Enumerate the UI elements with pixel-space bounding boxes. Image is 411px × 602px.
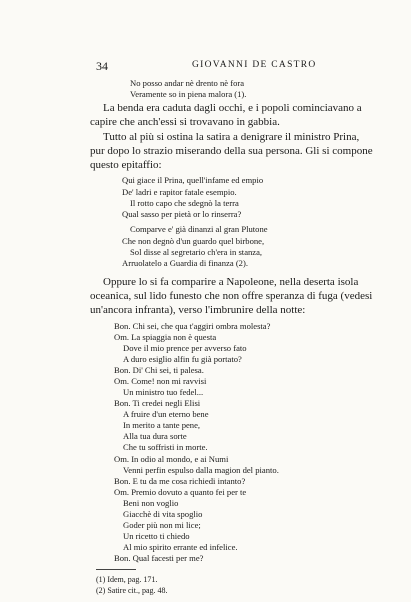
dialogue-line: Che tu soffristi in morte.: [123, 442, 208, 452]
dialogue-line: Om. In odio al mondo, e ai Numi: [114, 454, 229, 464]
text-line: La benda era caduta dagli occhi, e i popoli cominciavano a: [103, 102, 362, 114]
dialogue-line: Bon. E tu da me cosa richiedi intanto?: [114, 476, 246, 486]
dialogue-line: Om. Premio dovuto a quanto fei per te: [114, 487, 247, 497]
dialogue-line: Un ministro tuo fedel...: [123, 387, 204, 397]
footnote-divider: [96, 569, 136, 570]
dialogue-line: Om. La spiaggia non è questa: [114, 332, 217, 342]
dialogue-line: Giacchè di vita spoglio: [123, 509, 203, 519]
running-title: GIOVANNI DE CASTRO: [192, 60, 317, 70]
dialogue-line: Bon. Qual facesti per me?: [114, 553, 204, 563]
verse-line: Comparve e' già dinanzi al gran Plutone: [130, 224, 268, 234]
verse-line: Arruolatelo a Guardia di finanza (2).: [122, 258, 248, 268]
dialogue-line: Dove il mio prence per avverso fato: [123, 343, 247, 353]
verse-line: Qui giace il Prina, quell'infame ed empio: [122, 175, 264, 185]
verse-line: De' ladri e rapitor fatale esempio.: [122, 187, 237, 197]
dialogue-line: Bon. Di' Chi sei, ti palesa.: [114, 365, 204, 375]
text-line: Oppure lo si fa comparire a Napoleone, nella deserta isola: [103, 276, 359, 288]
text-line: oceanica, sul lido funesto che non offre speranza di fuga (vedesi: [90, 290, 373, 302]
text-line: pur dopo lo strazio miserando della sua persona. Gli si compone: [90, 145, 373, 157]
dialogue-line: Beni non voglio: [123, 498, 179, 508]
dialogue-line: Goder più non mi lice;: [123, 520, 201, 530]
text-line: No posso andar nè drento nè fora: [130, 78, 245, 88]
verse-line: Il rotto capo che sdegnò la terra: [130, 198, 239, 208]
dialogue-line: Bon. Chi sei, che qua t'aggiri ombra molesta?: [114, 321, 271, 331]
footnote: (1) Idem, pag. 171.: [96, 575, 158, 584]
footnote: (2) Satire cit., pag. 48.: [96, 586, 168, 595]
dialogue-line: Un ricetto ti chiedo: [123, 531, 190, 541]
dialogue-line: A fruire d'un eterno bene: [123, 409, 209, 419]
text-line: un'ancora infranta), verso l'imbrunire della notte:: [90, 304, 306, 316]
text-line: capire che anch'essi si trovavano in gabbia.: [90, 116, 280, 128]
dialogue-line: A duro esiglio alfin fu già portato?: [123, 354, 242, 364]
verse-line: Sol disse al segretario ch'era in stanza,: [130, 247, 263, 257]
text-line: questo epitaffio:: [90, 159, 162, 171]
verse-line: Qual sasso per pietà or lo rinserra?: [122, 209, 242, 219]
verse-line: Che non degnò d'un guardo quel birbone,: [122, 236, 265, 246]
dialogue-line: Venni perfin espulso dalla magion del pianto.: [123, 465, 279, 475]
dialogue-line: Alla tua dura sorte: [123, 431, 187, 441]
page-number: 34: [96, 59, 108, 73]
dialogue-line: Om. Come! non mi ravvisi: [114, 376, 207, 386]
dialogue-line: Al mio spirito errante ed infelice.: [123, 542, 238, 552]
dialogue-line: Bon. Ti credei negli Elisi: [114, 398, 201, 408]
text-line: Veramente so in piena malora (1).: [130, 89, 247, 99]
text-line: Tutto al più si ostina la satira a denigrare il ministro Prina,: [103, 131, 360, 143]
dialogue-line: In merito a tante pene,: [123, 420, 201, 430]
page-header: [96, 59, 356, 73]
